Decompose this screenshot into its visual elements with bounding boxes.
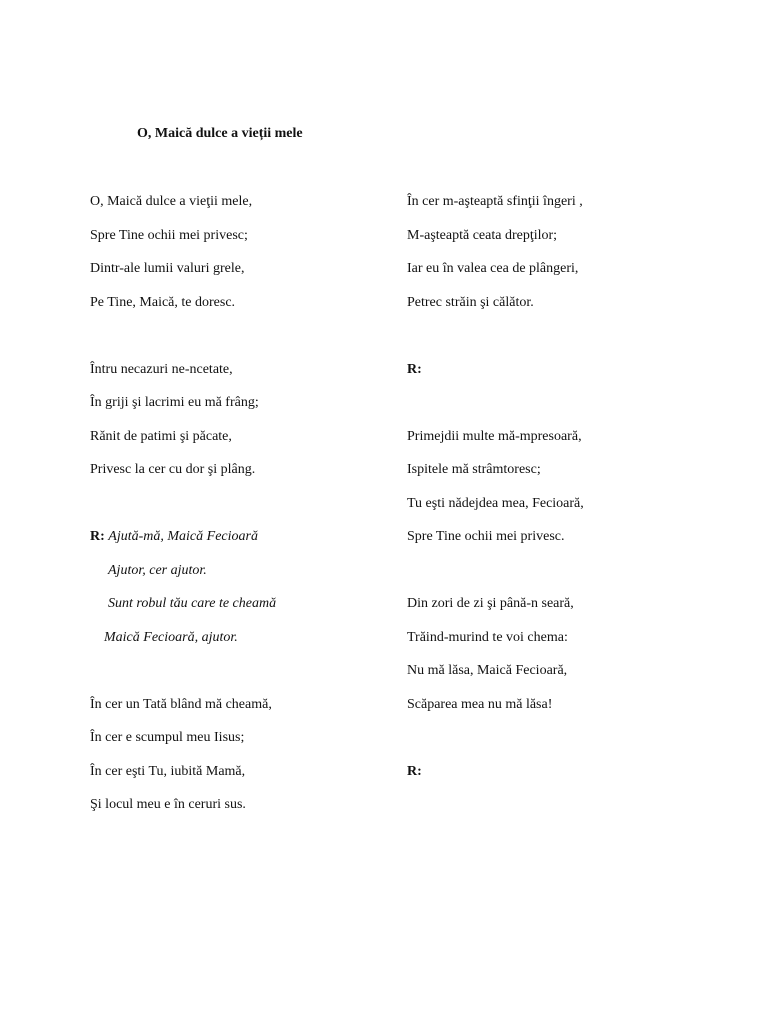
verse-line: Spre Tine ochii mei privesc; (90, 227, 248, 243)
verse-line: Pe Tine, Maică, te doresc. (90, 294, 236, 310)
refrain-line: Sunt robul tău care te cheamă (108, 596, 277, 611)
verse-line: În cer eşti Tu, iubită Mamă, (90, 763, 246, 779)
stanza-gap (407, 393, 737, 427)
stanza-gap (90, 494, 390, 528)
left-column (90, 192, 390, 829)
verse-line: Trăind-murind te voi chema: (407, 629, 568, 645)
verse-line: Nu mă lăsa, Maică Fecioară, (407, 663, 568, 678)
verse-line: În griji şi lacrimi eu mă frâng; (90, 395, 259, 410)
refrain-marker: R: (407, 361, 422, 377)
refrain-line: Ajutor, cer ajutor. (108, 562, 207, 578)
verse-line: Tu eşti nădejdea mea, Fecioară, (407, 495, 584, 511)
stanza-gap (407, 326, 737, 360)
verse-line: M-aşteaptă ceata drepţilor; (407, 227, 558, 243)
verse-line: În cer e scumpul meu Iisus; (90, 730, 245, 745)
verse-line: Primejdii multe mă-mpresoară, (407, 428, 582, 444)
verse-line: Iar eu în valea cea de plângeri, (407, 261, 579, 276)
right-column (407, 192, 737, 795)
verse-line: Spre Tine ochii mei privesc. (407, 529, 565, 544)
verse-line: Petrec străin şi călător. (407, 294, 534, 310)
verse-line: Dintr-ale lumii valuri grele, (90, 261, 245, 276)
stanza-gap (407, 561, 737, 595)
verse-line: O, Maică dulce a vieţii mele, (90, 194, 253, 209)
verse-line: Scăparea mea nu mă lăsa! (407, 696, 553, 712)
stanza-gap (90, 661, 390, 695)
refrain-line: Maică Fecioară, ajutor. (104, 629, 238, 645)
verse-line: Rănit de patimi şi păcate, (90, 428, 232, 444)
verse-line: În cer m-aşteaptă sfinţii îngeri , (407, 194, 583, 209)
stanza-gap (407, 728, 737, 762)
verse-line: Întru necazuri ne-ncetate, (90, 361, 233, 377)
stanza-gap (90, 326, 390, 360)
verse-line: Din zori de zi şi până-n seară, (407, 596, 574, 611)
verse-line: În cer un Tată blând mă cheamă, (90, 696, 272, 712)
verse-line: Ispitele mă strâmtoresc; (407, 462, 541, 477)
refrain-label: R: (90, 529, 105, 544)
refrain-text: Ajută-mă, Maică Fecioară (108, 529, 258, 544)
refrain-first-line (90, 527, 390, 561)
song-title: O, Maică dulce a vieții mele (137, 126, 303, 141)
verse-line: Privesc la cer cu dor şi plâng. (90, 462, 256, 477)
verse-line: Şi locul meu e în ceruri sus. (90, 797, 246, 812)
refrain-marker: R: (407, 763, 422, 779)
